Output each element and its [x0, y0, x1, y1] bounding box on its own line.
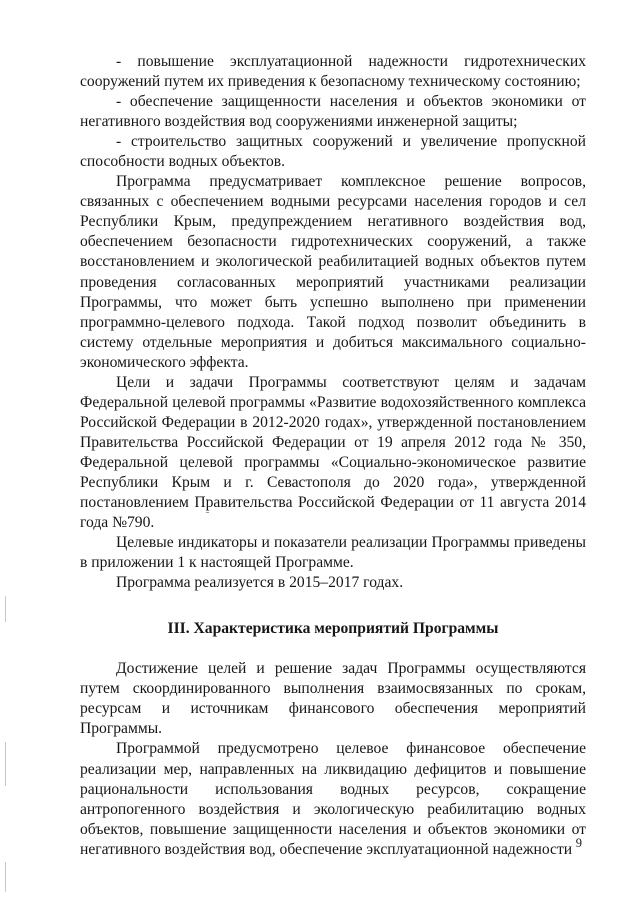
paragraph-program-solution: Программа предусматривает комплексное решение вопросов, связанных с обеспечением водными ресурсами населения городов и сел Республики Крым, предупреждением негативного воздействия вод, обеспечением безопасности гидротехнических сооружений, а также восстановлением и экологической реабилитацией водных объектов путем проведения согласованных мероприятий участниками реализации Программы, что может быть успешно выполнено при применении программно-целевого подхода. Такой подход позволит объединить в систему отдельные мероприятия и добиться максимального социально-экономического эффекта. — [80, 173, 586, 371]
paragraph-goals: Цели и задачи Программы соответствуют целям и задачам Федеральной целевой программы «Развитие водохозяйственного комплекса Российской Федерации в 2012-2020 годах», утвержденной постановлением Правительства Российской Федерации от 19 апреля 2012 года № 350, Федеральной целевой программы «Социально-экономическое развитие Республики Крым и г. Севастополя до 2020 года», утвержденной постановлением Правительства Российской Федерации от 11 августа 2014 года №790. — [80, 373, 586, 532]
section-heading: III. Характеристика мероприятий Программы — [167, 620, 499, 638]
scan-speck — [206, 512, 209, 513]
list-item-construction: - строительство защитных сооружений и увеличение пропускной способности водных объектов. — [80, 133, 586, 171]
paragraph-indicators: Целевые индикаторы и показатели реализации Программы приведены в приложении 1 к настоящей Программе. — [80, 534, 586, 572]
list-item-reliability: - повышение эксплуатационной надежности гидротехнических сооружений путем их приведения к безопасному техническому состоянию; — [80, 53, 586, 91]
list-item-protection: - обеспечение защищенности населения и объектов экономики от негативного воздействия вод сооружениями инженерной защиты; — [80, 93, 586, 131]
scan-margin-mark — [5, 596, 6, 622]
document-page — [80, 52, 586, 860]
page-number: 9 — [575, 836, 582, 850]
scan-margin-mark — [5, 742, 6, 786]
paragraph-period: Программа реализуется в 2015–2017 годах. — [116, 574, 404, 592]
paragraph-achievement: Достижение целей и решение задач Программы осуществляются путем скоординированного выполнения взаимосвязанных по срокам, ресурсам и источникам финансового обеспечения мероприятий Программы. — [80, 660, 586, 738]
paragraph-financing: Программой предусмотрено целевое финансовое обеспечение реализации мер, направленных на ликвидацию дефицитов и повышение рациональности использования водных ресурсов, сокращение антропогенного воздействия и экологическую реабилитацию водных объектов, повышение защищенности населения и объектов экономики от негативного воздействия вод, обеспечение эксплуатационной надежности — [80, 740, 586, 858]
scan-margin-mark — [5, 862, 6, 892]
